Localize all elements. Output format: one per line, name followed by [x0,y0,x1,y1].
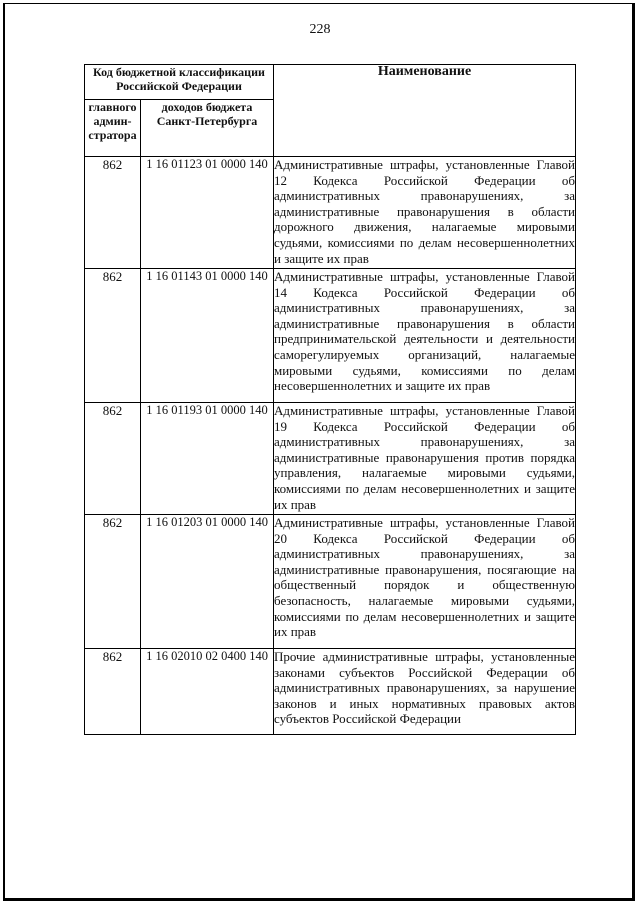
name-text: Административные штрафы, установленные Главой 19 Кодекса Российской Федерации об административных правонарушениях, за административные правонарушения против порядка управления, налагаемые мировыми судьями, комиссиями по делам несовершеннолетних и защите их прав [274,403,575,512]
table-row [85,649,576,735]
income-code-cell: 1 16 01193 01 0000 140 [141,403,274,515]
table-row [85,157,576,269]
income-code-cell: 1 16 01203 01 0000 140 [141,515,274,649]
admin-code-cell: 862 [85,403,141,515]
name-text: Прочие административные штрафы, установленные законами субъектов Российской Федерации об административных правонарушениях, за нарушение законов и иных нормативных правовых актов субъектов Российской Федерации [274,649,575,727]
admin-code-cell: 862 [85,649,141,735]
name-cell [274,269,576,403]
name-cell [274,649,576,735]
header-name: Наименование [274,65,576,157]
name-cell [274,157,576,269]
header-main-administrator: главного админ-стратора [85,100,141,157]
admin-code-cell: 862 [85,269,141,403]
header-income-code: доходов бюджета Санкт-Петербурга [141,100,274,157]
income-code-cell: 1 16 01123 01 0000 140 [141,157,274,269]
name-cell [274,403,576,515]
budget-classification-table [84,64,576,735]
table-row [85,269,576,403]
admin-code-cell: 862 [85,157,141,269]
income-code-cell: 1 16 01143 01 0000 140 [141,269,274,403]
name-text: Административные штрафы, установленные Главой 20 Кодекса Российской Федерации об административных правонарушениях, за административные правонарушения, посягающие на общественный порядок и общественную безопасность, налагаемые мировыми судьями, комиссиями по делам несовершеннолетних и защите их прав [274,515,575,640]
page-number: 228 [309,22,331,37]
name-text: Административные штрафы, установленные Главой 14 Кодекса Российской Федерации об административных правонарушениях, за административные правонарушения в области предпринимательской деятельности и деятельности саморегулируемых организаций, налагаемые мировыми судьями, комиссиями по делам несовершеннолетних и защите их прав [274,269,575,394]
name-text: Административные штрафы, установленные Главой 12 Кодекса Российской Федерации об административных правонарушениях, за административные правонарушения в области дорожного движения, налагаемые мировыми судьями, комиссиями по делам несовершеннолетних и защите их прав [274,157,575,266]
income-code-cell: 1 16 02010 02 0400 140 [141,649,274,735]
table-header-row [85,65,576,100]
name-cell [274,515,576,649]
header-classification-code: Код бюджетной классификации Российской Федерации [85,65,274,100]
table-row [85,515,576,649]
admin-code-cell: 862 [85,515,141,649]
table-row [85,403,576,515]
